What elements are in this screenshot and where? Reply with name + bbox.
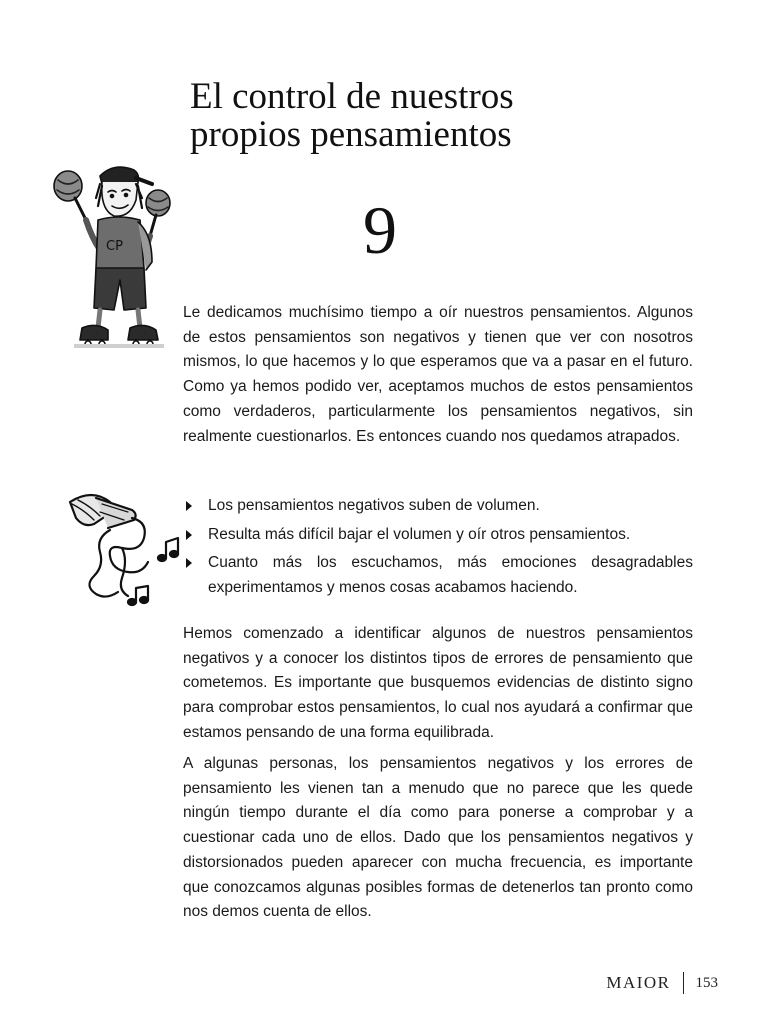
footer-brand: MAIOR: [606, 973, 671, 992]
page-footer: [606, 972, 718, 994]
chapter-title-line-2: propios pensamientos: [190, 114, 512, 155]
chapter-title: [190, 78, 610, 154]
footer-divider: [683, 972, 684, 994]
bullet-text: Resulta más difícil bajar el volumen y oír otros pensamientos.: [208, 525, 631, 543]
bullet-item: [183, 494, 693, 519]
shirt-letters: CP: [106, 239, 123, 254]
bullet-list: [183, 494, 693, 605]
chapter-title-line-1: El control de nuestros: [190, 76, 514, 117]
bullet-arrow-icon: [186, 558, 192, 568]
bullet-item: [183, 551, 693, 600]
intro-paragraph: Le dedicamos muchísimo tiempo a oír nuestros pensamientos. Algunos de estos pensamientos son negativos y tienen que ver con nosotros mismos, lo que hacemos y lo que esperamos que va a pasar en el futuro. Como ya hemos podido ver, aceptamos muchos de estos pensamientos como verdaderos, particularmente los pensamientos negativos, sin realmente cuestionarlos. Es entonces cuando nos quedamos atrapados.: [183, 304, 693, 445]
bullet-text: Cuanto más los escuchamos, más emociones desagradables experimentamos y menos cosas acabamos haciendo.: [208, 554, 693, 597]
page-number: 153: [695, 974, 718, 991]
chapter-number: 9: [363, 192, 397, 268]
body-paragraph-2: Hemos comenzado a identificar algunos de nuestros pensamientos negativos y a conocer los distintos tipos de errores de pensamiento que cometemos. Es importante que busquemos evidencias de distinto signo para comprobar estos pensamientos, lo cual nos ayudará a confirmar que estamos pensando de una forma equilibrada.: [183, 625, 693, 741]
body-paragraph-3: A algunas personas, los pensamientos negativos y los errores de pensamiento les vienen tan a menudo que no parece que les quede ningún tiempo durante el día como para ponerse a comprobar y a cuestionar cada uno de ellos. Dado que los pensamientos negativos y distorsionados pueden aparecer con mucha frecuencia, es importante que conozcamos algunas posibles formas de detenerlos tan pronto como nos demos cuenta de ellos.: [183, 755, 693, 921]
bullet-arrow-icon: [186, 530, 192, 540]
bullet-text: Los pensamientos negativos suben de volumen.: [208, 497, 540, 514]
kid-with-maracas-illustration: [48, 158, 178, 353]
headphones-music-notes-illustration: [62, 490, 187, 615]
bullet-arrow-icon: [186, 501, 192, 511]
bullet-item: [183, 523, 693, 548]
